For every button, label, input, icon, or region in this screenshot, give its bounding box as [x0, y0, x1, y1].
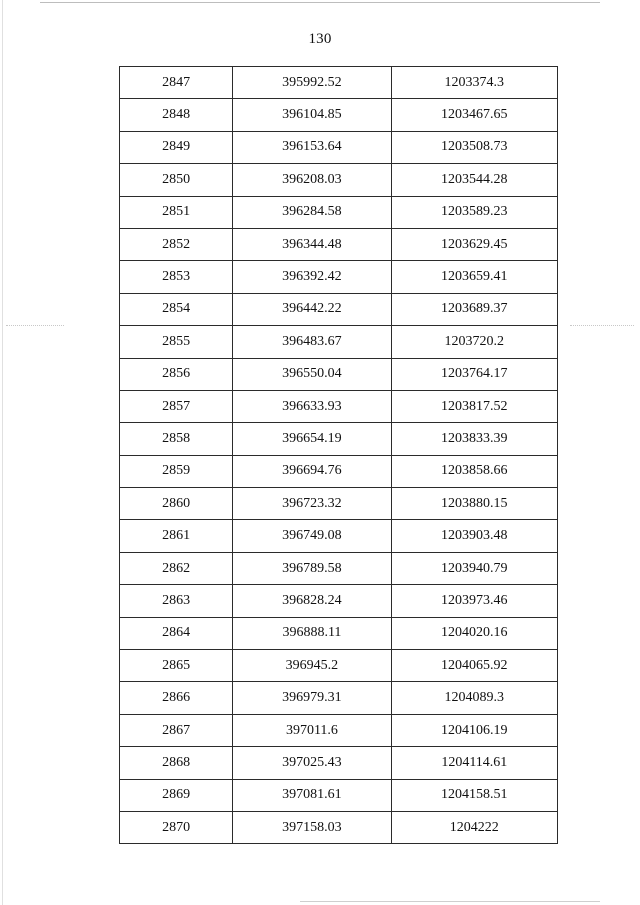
table-row	[120, 228, 558, 260]
point-number-cell: 2860	[120, 488, 233, 520]
y-coordinate-cell: 1203508.73	[391, 131, 557, 163]
x-coordinate-cell: 396888.11	[233, 617, 391, 649]
point-number-cell: 2863	[120, 585, 233, 617]
y-coordinate-cell: 1203833.39	[391, 423, 557, 455]
table-row	[120, 811, 558, 843]
y-coordinate-cell: 1203467.65	[391, 99, 557, 131]
point-number-cell: 2864	[120, 617, 233, 649]
x-coordinate-cell: 396483.67	[233, 326, 391, 358]
point-number-cell: 2855	[120, 326, 233, 358]
y-coordinate-cell: 1204020.16	[391, 617, 557, 649]
x-coordinate-cell: 396104.85	[233, 99, 391, 131]
y-coordinate-cell: 1203629.45	[391, 228, 557, 260]
table-row	[120, 617, 558, 649]
table-row	[120, 261, 558, 293]
page-number: 130	[308, 31, 332, 47]
point-number-cell: 2870	[120, 811, 233, 843]
scan-mark-left	[6, 325, 64, 326]
table-row	[120, 131, 558, 163]
page-edge-bottom	[300, 901, 600, 902]
x-coordinate-cell: 397081.61	[233, 779, 391, 811]
table-row	[120, 779, 558, 811]
table-row	[120, 358, 558, 390]
point-number-cell: 2854	[120, 293, 233, 325]
y-coordinate-cell: 1204106.19	[391, 714, 557, 746]
y-coordinate-cell: 1204114.61	[391, 747, 557, 779]
point-number-cell: 2858	[120, 423, 233, 455]
point-number-cell: 2849	[120, 131, 233, 163]
point-number-cell: 2868	[120, 747, 233, 779]
x-coordinate-cell: 396392.42	[233, 261, 391, 293]
table-row	[120, 585, 558, 617]
y-coordinate-cell: 1203903.48	[391, 520, 557, 552]
point-number-cell: 2867	[120, 714, 233, 746]
y-coordinate-cell: 1203720.2	[391, 326, 557, 358]
table-row	[120, 455, 558, 487]
table-row	[120, 682, 558, 714]
y-coordinate-cell: 1203764.17	[391, 358, 557, 390]
x-coordinate-cell: 396828.24	[233, 585, 391, 617]
scan-mark-right	[570, 325, 634, 326]
x-coordinate-cell: 396979.31	[233, 682, 391, 714]
table-row	[120, 714, 558, 746]
x-coordinate-cell: 397011.6	[233, 714, 391, 746]
y-coordinate-cell: 1203659.41	[391, 261, 557, 293]
table-row	[120, 164, 558, 196]
y-coordinate-cell: 1203817.52	[391, 390, 557, 422]
y-coordinate-cell: 1203858.66	[391, 455, 557, 487]
x-coordinate-cell: 396442.22	[233, 293, 391, 325]
x-coordinate-cell: 397158.03	[233, 811, 391, 843]
y-coordinate-cell: 1204089.3	[391, 682, 557, 714]
point-number-cell: 2847	[120, 67, 233, 99]
page-edge-top	[40, 2, 600, 3]
table-row	[120, 99, 558, 131]
x-coordinate-cell: 396284.58	[233, 196, 391, 228]
y-coordinate-cell: 1204222	[391, 811, 557, 843]
x-coordinate-cell: 396633.93	[233, 390, 391, 422]
x-coordinate-cell: 396945.2	[233, 650, 391, 682]
y-coordinate-cell: 1203940.79	[391, 552, 557, 584]
point-number-cell: 2862	[120, 552, 233, 584]
point-number-cell: 2861	[120, 520, 233, 552]
table-body	[120, 67, 558, 844]
x-coordinate-cell: 396550.04	[233, 358, 391, 390]
point-number-cell: 2859	[120, 455, 233, 487]
table-row	[120, 747, 558, 779]
point-number-cell: 2848	[120, 99, 233, 131]
table-row	[120, 326, 558, 358]
table-row	[120, 488, 558, 520]
coordinate-table	[119, 66, 558, 844]
y-coordinate-cell: 1204065.92	[391, 650, 557, 682]
point-number-cell: 2869	[120, 779, 233, 811]
x-coordinate-cell: 396749.08	[233, 520, 391, 552]
x-coordinate-cell: 396208.03	[233, 164, 391, 196]
point-number-cell: 2866	[120, 682, 233, 714]
point-number-cell: 2851	[120, 196, 233, 228]
point-number-cell: 2857	[120, 390, 233, 422]
page-edge-left	[2, 0, 3, 905]
point-number-cell: 2852	[120, 228, 233, 260]
x-coordinate-cell: 396694.76	[233, 455, 391, 487]
x-coordinate-cell: 396153.64	[233, 131, 391, 163]
table-row	[120, 196, 558, 228]
point-number-cell: 2865	[120, 650, 233, 682]
y-coordinate-cell: 1204158.51	[391, 779, 557, 811]
point-number-cell: 2850	[120, 164, 233, 196]
x-coordinate-cell: 395992.52	[233, 67, 391, 99]
table-row	[120, 67, 558, 99]
x-coordinate-cell: 396789.58	[233, 552, 391, 584]
x-coordinate-cell: 396654.19	[233, 423, 391, 455]
table-row	[120, 390, 558, 422]
table-row	[120, 423, 558, 455]
table-row	[120, 293, 558, 325]
y-coordinate-cell: 1203880.15	[391, 488, 557, 520]
x-coordinate-cell: 396723.32	[233, 488, 391, 520]
y-coordinate-cell: 1203374.3	[391, 67, 557, 99]
x-coordinate-cell: 397025.43	[233, 747, 391, 779]
y-coordinate-cell: 1203589.23	[391, 196, 557, 228]
table-row	[120, 520, 558, 552]
table-row	[120, 552, 558, 584]
table-row	[120, 650, 558, 682]
x-coordinate-cell: 396344.48	[233, 228, 391, 260]
point-number-cell: 2853	[120, 261, 233, 293]
y-coordinate-cell: 1203689.37	[391, 293, 557, 325]
y-coordinate-cell: 1203973.46	[391, 585, 557, 617]
point-number-cell: 2856	[120, 358, 233, 390]
y-coordinate-cell: 1203544.28	[391, 164, 557, 196]
